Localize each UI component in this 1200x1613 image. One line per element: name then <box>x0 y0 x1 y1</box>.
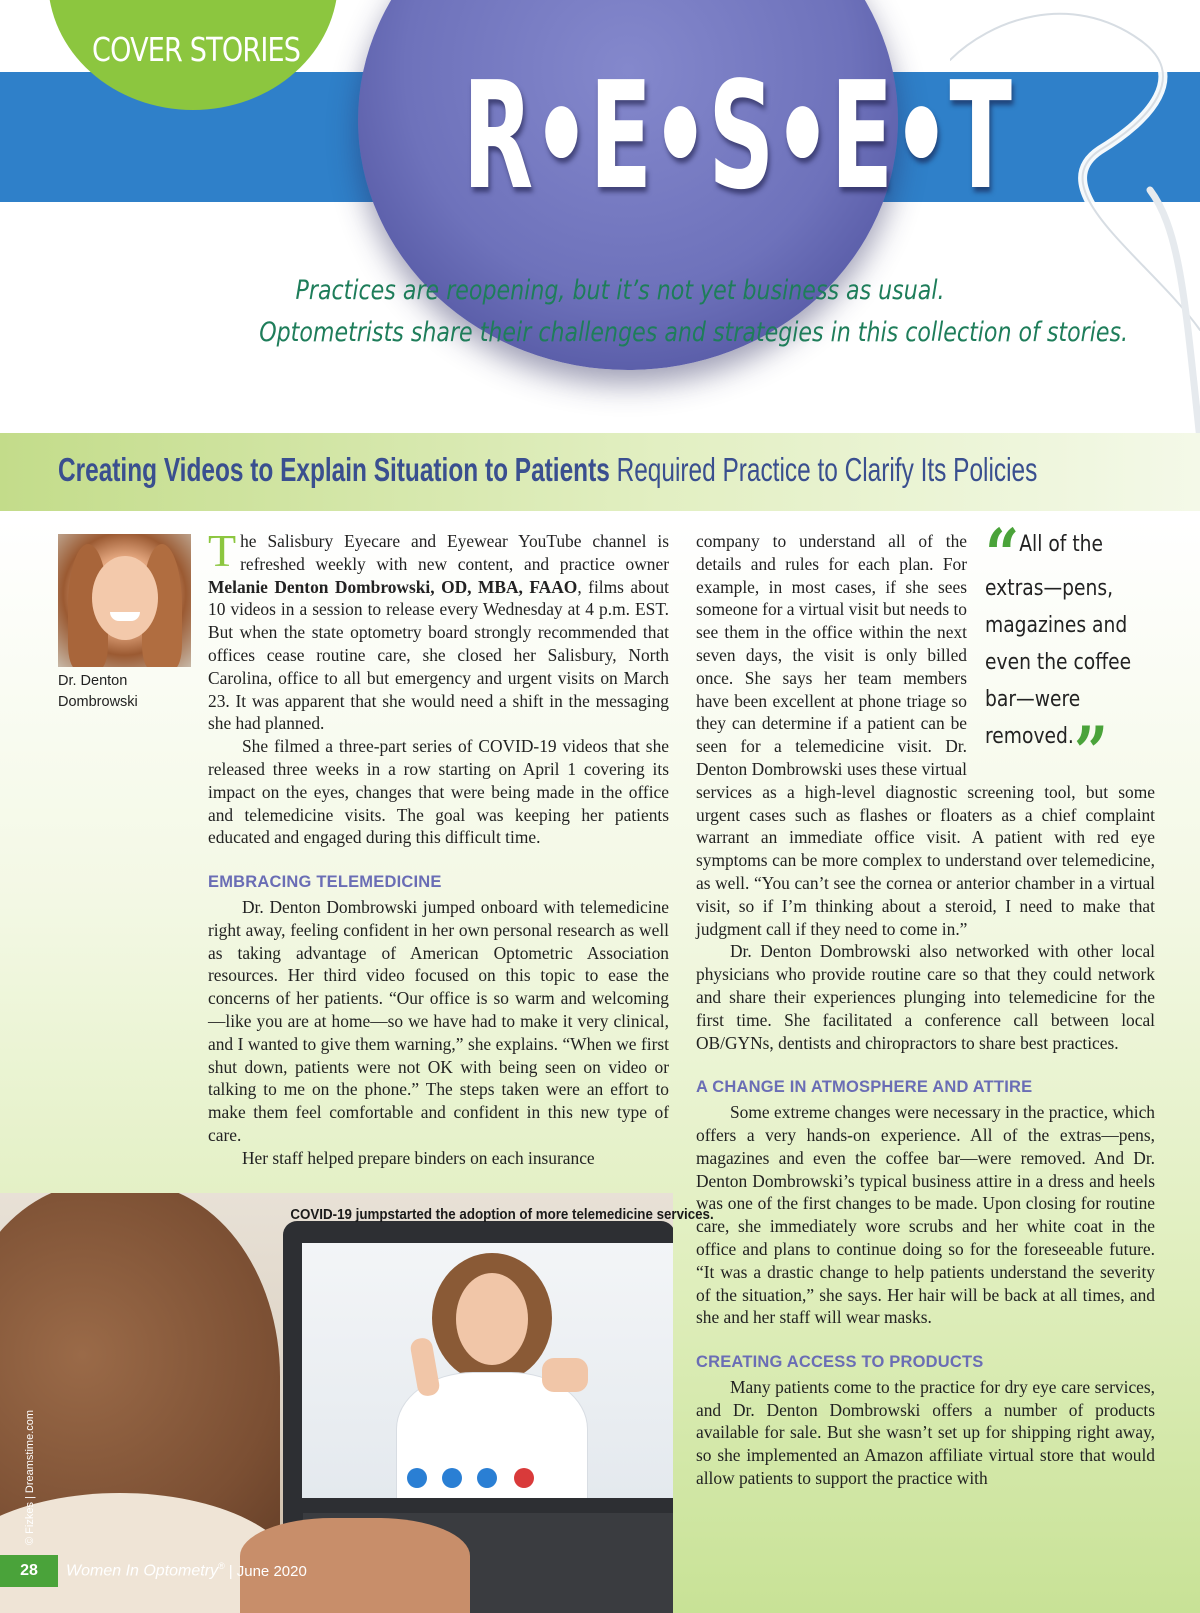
paragraph: Some extreme changes were necessary in the practice, which offers a very hands-on experience. All of the extras—pens, magazines and even the coffee bar—were removed. And Dr. Denton Dombrowski’s typical business attire in a dress and heels was one of the first changes to be made. Upon closing for routine care, she immediately wore scrubs and her white coat in the office and plans to continue doing so for the foreseeable future. “It was a drastic change to help patients understand the severity of the situation,” she says. Her hair will be back at all times, and she and her staff will wear masks. <box>696 1102 1155 1328</box>
record-icon <box>477 1468 497 1488</box>
page-footer <box>0 1555 307 1587</box>
photo-credit: © Fizkes | Dreamstime.com <box>24 1409 36 1545</box>
subtitle-line: Practices are reopening, but it’s not yet business as usual. <box>295 275 945 306</box>
signal-icon <box>442 1468 462 1488</box>
paragraph: company to understand all of the details and rules for each plan. For example, in most cases, if she sees someone for a virtual visit but needs to see them in the office within the next seven days, the visit is only billed once. She says her team members have been excellent at phone triage so they can determine if a patient can be seen for a telemedicine visit. Dr. Denton Dombrowski uses these virtual services as a high-level diagnostic screening tool, but some urgent cases such as flashes or floaters as a chief complaint warrant an immediate office visit. A patient with red eye symptoms can be more complex to understand over telemedicine, as well. “You can’t see the cornea or anterior chamber in a virtual visit, so if I’m thinking about a steroid, I need to make that judgment call if they need to come in.” <box>696 531 1155 939</box>
video-call-screen <box>302 1243 673 1498</box>
end-call-icon <box>514 1468 534 1488</box>
paragraph: She filmed a three-part series of COVID-19 videos that she released three weeks in a row starting on April 1 covering its impact on the eyes, changes that were being made in the office and telemedicine visits. The goal was keeping her patients educated and engaged during this difficult time. <box>208 736 669 848</box>
issue-date: | June 2020 <box>228 1562 307 1580</box>
section-label: COVER STORIES <box>92 30 301 69</box>
trademark-icon: ® <box>218 1561 225 1572</box>
author-portrait <box>58 534 191 667</box>
paragraph: Many patients come to the practice for dry eye care services, and Dr. Denton Dombrowski offers a number of products available for sale. But she wasn’t set up for shipping right away, so she implemented an Amazon affiliate virtual store that would allow patients to support the practice with <box>696 1376 1155 1489</box>
paragraph: Dr. Denton Dombrowski also networked with other local physicians who provide routine care so that they could network and share their experiences plunging into telemedicine for the first time. She facilitated a conference call between local OB/GYNs, dentists and chiropractors to share best practices. <box>696 941 1155 1053</box>
page-title: R•E•S•E•T <box>462 50 1011 222</box>
pull-quote-text: All of the extras—pens, magazines and even the coffee bar—were removed. <box>985 532 1132 749</box>
photo-caption: COVID-19 jumpstarted the adoption of more telemedicine services. <box>290 1207 714 1223</box>
section-heading: CREATING ACCESS TO PRODUCTS <box>696 1353 984 1372</box>
doctor-name: Melanie Denton Dombrowski, OD, MBA, FAAO <box>208 576 578 597</box>
open-quote-icon: “ <box>985 513 1020 596</box>
article-title <box>58 450 1037 489</box>
close-quote-icon: ” <box>1073 711 1109 794</box>
paragraph: The Salisbury Eyecare and Eyewear YouTube channel is refreshed weekly with new content, and practice owner Melanie Denton Dombrowski, OD, MBA, FAAO, films about 10 videos in a session to release every Wednesday at 4 p.m. EST. But when the state optometry board strongly recommended that offices cease routine care, she closed her Salisbury, North Carolina, office to all but emergency and urgent visits on March 23. It was apparent that she would need a shift in the messaging she had planned. <box>208 525 670 734</box>
article-title-rest: Required Practice to Clarify Its Policies <box>609 451 1038 488</box>
subtitle-line: Optometrists share their challenges and strategies in this collection of stories. <box>259 317 1129 348</box>
magazine-name: Women In Optometry® <box>66 1561 225 1580</box>
article-title-bold: Creating Videos to Explain Situation to Patients <box>58 451 610 488</box>
subtitle <box>180 270 1129 354</box>
section-heading: A CHANGE IN ATMOSPHERE AND ATTIRE <box>696 1078 1033 1097</box>
cord-illustration <box>950 0 1200 440</box>
paragraph: Her staff helped prepare binders on each insurance <box>242 1147 595 1168</box>
telemedicine-photo <box>0 1193 714 1613</box>
portrait-caption-line: Dombrowski <box>58 694 138 710</box>
article-column-1 <box>208 525 670 1170</box>
paragraph: Dr. Denton Dombrowski jumped onboard with telemedicine right away, feeling confident in her own personal research as well as taking advantage of American Optometric Association resources. Her third video focused on this topic to ease the concerns of her patients. “Our office is so warm and welcoming—like you are at home—so we have had to make it very clinical, and I wanted to give them warning,” she explains. “When we first shut down, patients were not OK with being seen on video or talking to me on the phone.” The steps taken were an effort to make them feel comfortable and confident in this new type of care. <box>208 896 669 1145</box>
article-column-2 <box>696 513 1155 1490</box>
drop-cap: T <box>208 525 237 576</box>
portrait-caption <box>58 671 198 713</box>
pull-quote <box>985 513 1155 794</box>
page-number: 28 <box>0 1555 58 1587</box>
camera-icon <box>407 1468 427 1488</box>
section-heading: EMBRACING TELEMEDICINE <box>208 873 442 892</box>
portrait-caption-line: Dr. Denton <box>58 673 128 689</box>
